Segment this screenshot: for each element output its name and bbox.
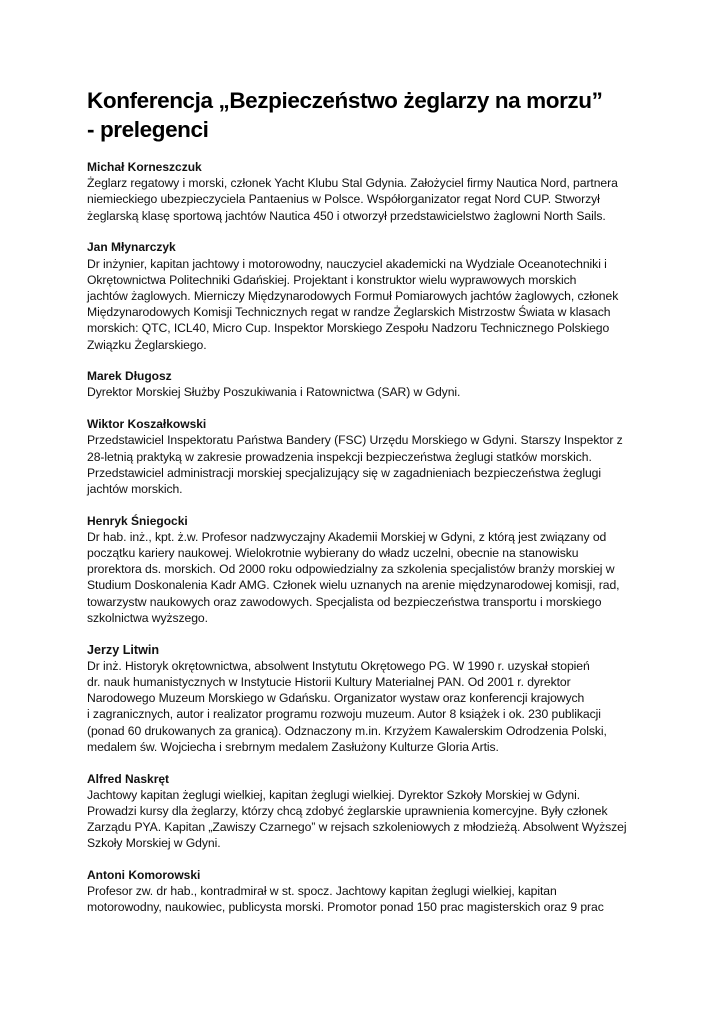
- bio-line: Szkoły Morskiej w Gdyni.: [87, 836, 221, 851]
- bio-line: Dr hab. inż., kpt. ż.w. Profesor nadzwyczajny Akademii Morskiej w Gdyni, z którą jest związany od: [87, 529, 607, 544]
- bio-line: szkolnictwa wyższego.: [87, 610, 208, 625]
- bio-line: morskich: QTC, ICL40, Micro Cup. Inspektor Morskiego Zespołu Nadzoru Technicznego Polskiego: [87, 321, 610, 336]
- speaker-bio: [87, 787, 647, 852]
- speaker-name: Wiktor Koszałkowski: [87, 417, 207, 432]
- speaker-entry: [87, 416, 647, 497]
- speaker-entry: [87, 771, 647, 852]
- bio-line: Przedstawiciel administracji morskiej specjalizujący się w zagadnieniach bezpieczeństwa żeglugi: [87, 465, 601, 480]
- speaker-bio: [87, 175, 647, 224]
- speaker-name: Jan Młynarczyk: [87, 240, 176, 255]
- bio-line: żeglarską klasę sportową jachtów Nautica 450 i otworzył przedstawicielstwo żaglowni North Sails.: [87, 208, 606, 223]
- speaker-entry: [87, 642, 647, 755]
- bio-line: jachtów żaglowych. Mierniczy Międzynarodowych Formuł Pomiarowych jachtów żaglowych, członek: [87, 288, 619, 303]
- document-page: [87, 86, 647, 931]
- bio-line: początku kariery naukowej. Wielokrotnie wybierany do władz uczelni, obecnie na stanowisku: [87, 546, 579, 561]
- bio-line: Przedstawiciel Inspektoratu Państwa Bandery (FSC) Urzędu Morskiego w Gdyni. Starszy Inspektor z: [87, 433, 623, 448]
- speaker-bio: [87, 658, 647, 755]
- speaker-list: [87, 159, 647, 916]
- bio-line: Zarządu PYA. Kapitan „Zawiszy Czarnego” w rejsach szkoleniowych z młodzieżą. Absolwent Wyższej: [87, 820, 627, 835]
- speaker-entry: [87, 159, 647, 224]
- speaker-bio: [87, 432, 647, 497]
- speaker-bio: [87, 384, 647, 400]
- bio-line: Żeglarz regatowy i morski, członek Yacht Klubu Stal Gdynia. Założyciel firmy Nautica Nord, partnera: [87, 176, 618, 191]
- speaker-entry: [87, 239, 647, 352]
- title-line-2: - prelegenci: [87, 117, 209, 142]
- bio-line: Okrętownictwa Politechniki Gdańskiej. Projektant i konstruktor wielu wyprawowych morskich: [87, 272, 577, 287]
- bio-line: Studium Doskonalenia Kadr AMG. Członek wielu uznanych na arenie międzynarodowej komisji, rad,: [87, 578, 620, 593]
- speaker-bio: [87, 256, 647, 353]
- speaker-entry: [87, 867, 647, 916]
- speaker-name: Antoni Komorowski: [87, 868, 201, 883]
- bio-line: i zagranicznych, autor i realizator programu rozwoju muzeum. Autor 8 książek i ok. 230 publikacji: [87, 707, 601, 722]
- speaker-bio: [87, 883, 647, 915]
- speaker-name: Michał Korneszczuk: [87, 160, 202, 174]
- bio-line: Międzynarodowych Komisji Technicznych regat w randze Żeglarskich Mistrzostw Świata w klasach: [87, 305, 611, 320]
- bio-line: Narodowego Muzeum Morskiego w Gdańsku. Organizator wystaw oraz konferencji krajowych: [87, 691, 585, 706]
- bio-line: prorektora ds. morskich. Od 2000 roku odpowiedzialny za szkolenia specjalistów branży morskiej w: [87, 562, 615, 577]
- speaker-name: Henryk Śniegocki: [87, 513, 188, 528]
- bio-line: (ponad 60 drukowanych za granicą). Odznaczony m.in. Krzyżem Kawalerskim Odrodzenia Polski,: [87, 723, 607, 738]
- bio-line: towarzystw naukowych oraz zawodowych. Specjalista od bezpieczeństwa transportu i morskiego: [87, 594, 602, 609]
- bio-line: Jachtowy kapitan żeglugi wielkiej, kapitan żeglugi wielkiej. Dyrektor Szkoły Morskiej w Gdyni.: [87, 787, 581, 802]
- bio-line: Związku Żeglarskiego.: [87, 337, 207, 352]
- bio-line: medalem św. Wojciecha i srebrnym medalem Zasłużony Kulturze Gloria Artis.: [87, 739, 499, 754]
- document-title: [87, 86, 647, 144]
- bio-line: Profesor zw. dr hab., kontradmirał w st. spocz. Jachtowy kapitan żeglugi wielkiej, kapitan: [87, 884, 557, 899]
- speaker-bio: [87, 529, 647, 626]
- bio-line: niemieckiego ubezpieczyciela Pantaenius w Polsce. Współorganizator regat Nord CUP. Stworzył: [87, 192, 600, 207]
- speaker-entry: [87, 513, 647, 626]
- bio-line: Dr inż. Historyk okrętownictwa, absolwent Instytutu Okrętowego PG. W 1990 r. uzyskał stopień: [87, 658, 590, 673]
- bio-line: jachtów morskich.: [87, 481, 183, 496]
- title-line-1: Konferencja „Bezpieczeństwo żeglarzy na morzu”: [87, 88, 603, 113]
- bio-line: motorowodny, naukowiec, publicysta morski. Promotor ponad 150 prac magisterskich oraz 9 prac: [87, 900, 604, 915]
- speaker-name: Jerzy Litwin: [87, 642, 160, 657]
- bio-line: Dr inżynier, kapitan jachtowy i motorowodny, nauczyciel akademicki na Wydziale Oceanotechniki i: [87, 256, 607, 271]
- bio-line: Dyrektor Morskiej Służby Poszukiwania i Ratownictwa (SAR) w Gdyni.: [87, 385, 461, 400]
- bio-line: Prowadzi kursy dla żeglarzy, którzy chcą zdobyć żeglarskie uprawnienia komercyjne. Były członek: [87, 803, 608, 818]
- speaker-name: Alfred Naskręt: [87, 771, 170, 786]
- bio-line: 28-letnią praktyką w zakresie prowadzenia inspekcji bezpieczeństwa żeglugi statków morskich.: [87, 449, 592, 464]
- bio-line: dr. nauk humanistycznych w Instytucie Historii Kultury Materialnej PAN. Od 2001 r. dyrektor: [87, 674, 571, 689]
- speaker-entry: [87, 368, 647, 400]
- speaker-name: Marek Długosz: [87, 369, 172, 384]
